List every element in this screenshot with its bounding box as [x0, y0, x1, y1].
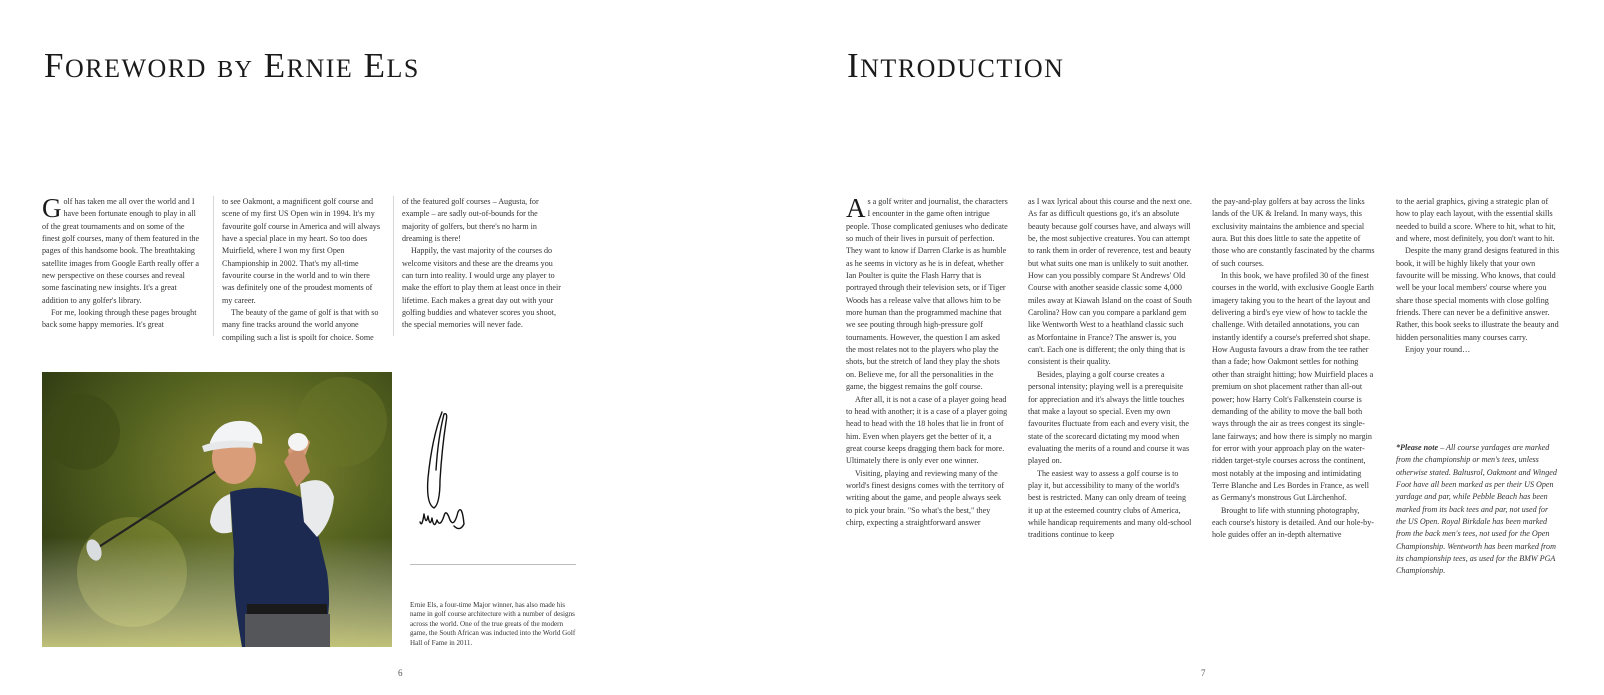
- foreword-title: FOREWORD BY ERNIE ELS: [44, 46, 420, 85]
- golfer-photo: [42, 372, 392, 647]
- foreword-column-3: of the featured golf courses – Augusta, for example – are sadly out-of-bounds for the majority of golfers, but there's no harm in dreaming is there! Happily, the vast majority of the courses do welcome visitors and these are the dreams you can turn into reality. I would urge any player to make the effort to play them at least once in their lifetime. Each makes a great day out with your golfing buddies and whatever scores you shoot, the special memories will never fade.: [402, 197, 561, 330]
- caption-rule: [410, 564, 576, 565]
- intro-column-1: As a golf writer and journalist, the characters I encounter in the game often intrigue people. Those complicated geniuses who dedicate so much of their lives in pursuit of perfection. They want to know if Darren Clarke is as humble as he seems in victory as he is in defeat, whether Ian Poulter is quite the Flash Harry that is portrayed through their television sets, or if Tiger Woods has a release valve that allows him to be more human than the programmed machine that we see pouting through high-pressure golf tournaments. However, the question I am asked the most relates not to the players who play the shots, but the stretch of land they play the shots on. Believe me, for all the personalities in the game, the biggest remains the golf course. After all, it is not a case of a player going head to head with another; it is a case of a player going head to head with the 18 holes that lie in front of him. Even when players get the better of it, a great course keeps dragging them back for more. Ultimately there is only ever one winner. Visiting, playing and reviewing many of the world's finest designs comes with the territory of writing about the game, and people always seek to pick your brain. "So what's the best," they chirp, expecting a straightforward answer: [846, 193, 1008, 527]
- yardage-note: *Please note – All course yardages are marked from the championship or men's tees, unless otherwise stated. Baltusrol, Oakmont and Winged Foot have all been marked as per their US Open yardage and par, while Pebble Beach has been marked from its back tees and par, not used for the US Open. Royal Birkdale has been marked from the back men's tees, not used for the Open Championship. Wentworth has been marked from its championship tees, as used for the BMW PGA Championship.: [1396, 443, 1557, 576]
- note-label: *Please note: [1396, 443, 1439, 452]
- intro-column-2: as I wax lyrical about this course and the next one. As far as difficult questions go, it's an absolute beauty because golf courses have, and always will be, the most subjective creatures. You can attempt to rank them in order of reverence, test and beauty but what suits one man is unlikely to suit another. How can you possibly compare St Andrews' Old Course with another seaside classic some 4,000 miles away at Kiawah Island on the coast of South Carolina? How can you compare a parkland gem like Wentworth West to a heathland classic such as Morfontaine in France? The answer is, you can't. Each one is different; the only thing that is consistent is their quality. Besides, playing a golf course creates a personal intensity; playing well is a prerequisite for appreciation and it's always the little touches that make a layout so special. Even my own favourites fluctuate from each and every visit, the state of the scorecard dictating my mood when evaluating the merits of a round and course it was played on. The easiest way to assess a golf course is to play it, but accessibility to many of the world's best is restricted. Many can only dream of teeing it up at the esteemed country clubs of America, while handicap requirements and many old-school traditions continue to keep: [1028, 197, 1192, 540]
- right-page: [802, 0, 1604, 695]
- photo-caption: Ernie Els, a four-time Major winner, has also made his name in golf course architecture with a number of designs across the world. One of the true greats of the modern game, the South African was inducted into the World Golf Hall of Fame in 2011.: [410, 601, 576, 647]
- introduction-title: INTRODUCTION: [847, 46, 1065, 85]
- foreword-column-1: Golf has taken me all over the world and I have been fortunate enough to play in all of the great tournaments and on some of the finest golf courses, many of them featured in the pages of this handsome book. The breathtaking satellite images from Google Earth really offer a new perspective on these courses and reveal some fascinating new insights. It's a great addition to any golfer's library. For me, looking through these pages brought back some happy memories. It's great: [42, 193, 200, 330]
- intro-column-4: to the aerial graphics, giving a strategic plan of how to play each layout, with the essential skills needed to build a score. Where to hit, what to hit, and where, most definitely, you don't want to hit. Despite the many grand designs featured in this book, it will be highly likely that your own favourite will be missing. Who knows, that could well be your local members' course where you share those special moments with close golfing friends. There can never be a definitive answer. Rather, this book seeks to illustrate the beauty and hidden personalities many courses carry. Enjoy your round…: [1396, 197, 1559, 355]
- foreword-column-2: to see Oakmont, a magnificent golf course and scene of my first US Open win in 1994. It's my favourite golf course in America and will always have a special place in my heart. So too does Muirfield, where I won my first Open Championship in 2002. That's my all-time favourite course in the world and to win there was definitely one of the proudest moments of my career. The beauty of the game of golf is that with so many fine tracks around the world anyone compiling such a list is spoilt for choice. Some: [222, 197, 381, 342]
- signature-icon: [410, 408, 470, 538]
- dropcap: A: [846, 193, 866, 223]
- page-number: 6: [398, 668, 403, 678]
- dropcap: G: [42, 193, 62, 223]
- column-divider: [213, 196, 214, 336]
- page-number: 7: [1201, 668, 1206, 678]
- column-divider: [393, 196, 394, 336]
- intro-column-3: the pay-and-play golfers at bay across the links lands of the UK & Ireland. In many ways, this exclusivity maintains the ambience and special aura. But this does little to sate the appetite of those who are constantly fascinated by the charms of such courses. In this book, we have profiled 30 of the finest courses in the world, with exclusive Google Earth imagery taking you to the heart of the layout and delivering a bird's eye view of how to tackle the challenge. With detailed annotations, you can instantly identify a course's preferred shot shape. How Augusta favours a draw from the tee rather than a fade; how Oakmont settles for nothing other than straight hitting; how Muirfield places a premium on shot placement rather than all-out power; how Harry Colt's Falkenstein course is demanding of the ability to move the ball both ways through the air as trees congest its single-lane fairways; and how there is simply no margin for error with your approach play on the water-ridden target-style courses across the continent, most notably at the imposing and intimidating Terre Blanche and Les Bordes in France, as well as Germany's monstrous Gut Lärchenhof. Brought to life with stunning photography, each course's history is detailed. And our hole-by-hole guides offer an in-depth alternative: [1212, 197, 1375, 540]
